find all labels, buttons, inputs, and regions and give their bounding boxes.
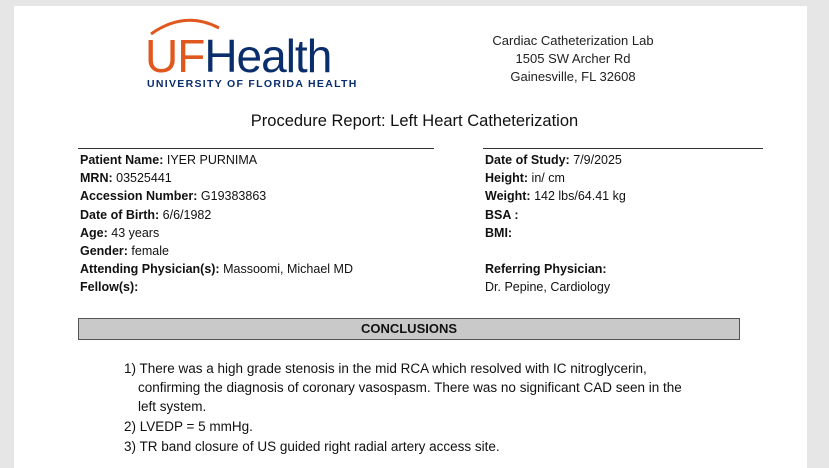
referring-label-row [485,260,626,278]
conclusion-item: 1) There was a high grade stenosis in the mid RCA which resolved with IC nitroglycerin, confirming the diagnosis of coronary vasospasm. There was no significant CAD seen in the left system. [124,361,682,414]
logo-uf: UF [145,30,205,82]
weight-row [485,187,626,205]
accession-value: G19383863 [200,189,267,204]
age-label: Age: [80,225,108,240]
attending-label: Attending Physician(s): [80,262,220,277]
patient-name-value: IYER PURNIMA [166,153,258,167]
bmi-row [485,224,626,242]
conclusions-heading: CONCLUSIONS [78,318,740,340]
fellow-label: Fellow(s): [80,280,139,295]
patient-name-row [80,151,353,169]
conclusion-item: 3) TR band closure of US guided right radial artery access site. [124,439,500,454]
conclusions-list [124,359,684,457]
bsa-row [485,206,626,224]
age-row [80,224,353,242]
weight-value: 142 lbs/64.41 kg [534,189,626,204]
patient-name-label: Patient Name: [80,153,164,167]
gender-row [80,242,353,260]
height-value: in/ cm [531,171,565,186]
mrn-value: 03525441 [116,171,172,186]
dob-value: 6/6/1982 [162,207,212,222]
divider-left [78,148,434,149]
mrn-label: MRN: [80,171,113,186]
study-date-row [485,151,626,169]
uf-health-logo [145,14,360,94]
mrn-row [80,169,353,187]
divider-right [483,148,763,149]
attending-row [80,260,353,278]
bsa-label: BSA : [485,207,519,222]
logo-wordmark [145,30,331,82]
report-title: Procedure Report: Left Heart Catheterization [250,112,579,130]
accession-label: Accession Number: [80,189,198,204]
study-date-label: Date of Study: [485,153,570,167]
dob-label: Date of Birth: [80,207,160,222]
referring-label: Referring Physician: [485,262,607,277]
height-row [485,169,626,187]
gender-value: female [131,244,169,259]
dob-row [80,206,353,224]
weight-label: Weight: [485,189,531,204]
conclusion-item: 2) LVEDP = 5 mmHg. [124,419,253,434]
fellow-row [80,278,353,296]
referring-value: Dr. Pepine, Cardiology [485,280,611,295]
study-date-value: 7/9/2025 [573,153,622,167]
height-label: Height: [485,171,529,186]
logo-health: Health [204,30,332,82]
gender-label: Gender: [80,244,128,259]
lab-city: Gainesville, FL 32608 [510,69,636,84]
referring-value-row [485,278,626,296]
lab-address [478,32,668,86]
study-info [485,151,626,297]
accession-row [80,187,353,205]
lab-street: 1505 SW Archer Rd [515,51,631,66]
logo-subtitle: UNIVERSITY OF FLORIDA HEALTH [147,78,358,90]
lab-name: Cardiac Catheterization Lab [492,33,654,48]
viewer-background-left [0,0,14,468]
viewer-background-top [0,0,829,6]
viewer-background-right [807,0,829,468]
attending-value: Massoomi, Michael MD [223,262,353,277]
bmi-label: BMI: [485,225,513,240]
patient-info [80,151,353,297]
spacer-row [485,242,626,260]
age-value: 43 years [111,225,160,240]
